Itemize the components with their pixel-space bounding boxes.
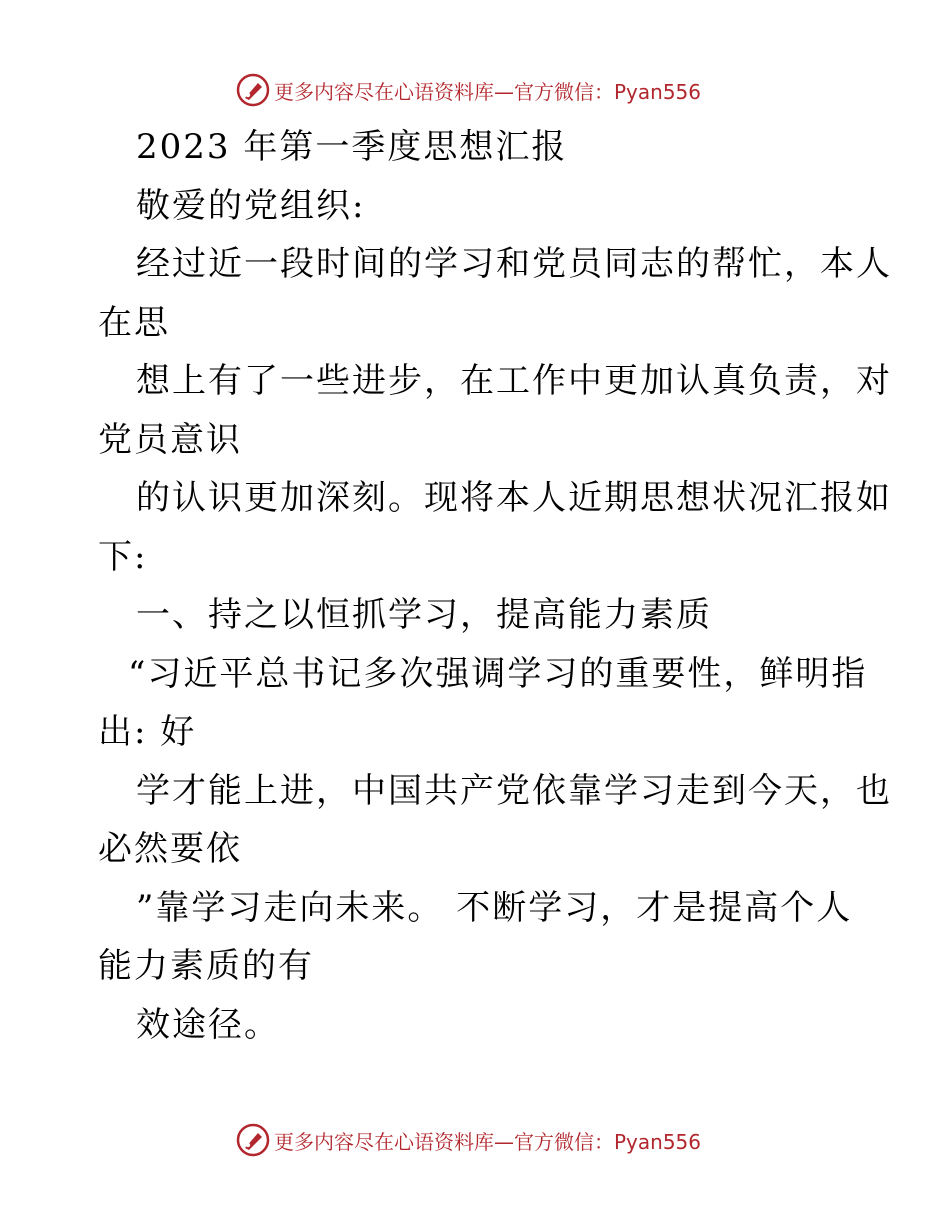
header-banner-text: 更多内容尽在心语资料库—官方微信：Pyan556 bbox=[274, 79, 702, 104]
paragraph-line: 经过近一段时间的学习和党员同志的帮忙，本人 bbox=[136, 244, 892, 284]
paragraph-line: 在思 bbox=[98, 302, 170, 343]
document-title: 2023 年第一季度思想汇报 bbox=[136, 127, 568, 167]
pen-nib-logo-icon bbox=[236, 73, 270, 107]
salutation: 敬爱的党组织: bbox=[136, 185, 366, 226]
paragraph-line: 出: 好 bbox=[98, 712, 197, 752]
paragraph-line: 效途径。 bbox=[136, 1004, 280, 1045]
paragraph-line: ”靠学习走向未来。 不断学习，才是提高个人 bbox=[136, 887, 853, 928]
paragraph-line: 必然要依 bbox=[98, 829, 242, 869]
document-body bbox=[98, 118, 892, 1054]
pen-nib-logo-icon bbox=[236, 1123, 270, 1157]
footer-watermark-banner bbox=[236, 1122, 701, 1158]
paragraph-line: “习近平总书记多次强调学习的重要性，鲜明指 bbox=[128, 653, 868, 694]
paragraph-line: 的认识更加深刻。现将本人近期思想状况汇报如 bbox=[136, 478, 892, 518]
footer-banner-text: 更多内容尽在心语资料库—官方微信：Pyan556 bbox=[274, 1129, 702, 1154]
paragraph-line: 下: bbox=[98, 536, 148, 577]
paragraph-line: 党员意识 bbox=[98, 419, 242, 460]
paragraph-line: 能力素质的有 bbox=[98, 946, 314, 986]
paragraph-line: 学才能上进，中国共产党依靠学习走到今天，也 bbox=[136, 770, 892, 811]
section-heading: 一、持之以恒抓学习，提高能力素质 bbox=[136, 595, 712, 635]
paragraph-line: 想上有了一些进步，在工作中更加认真负责，对 bbox=[136, 361, 892, 401]
header-watermark-banner bbox=[236, 72, 701, 108]
